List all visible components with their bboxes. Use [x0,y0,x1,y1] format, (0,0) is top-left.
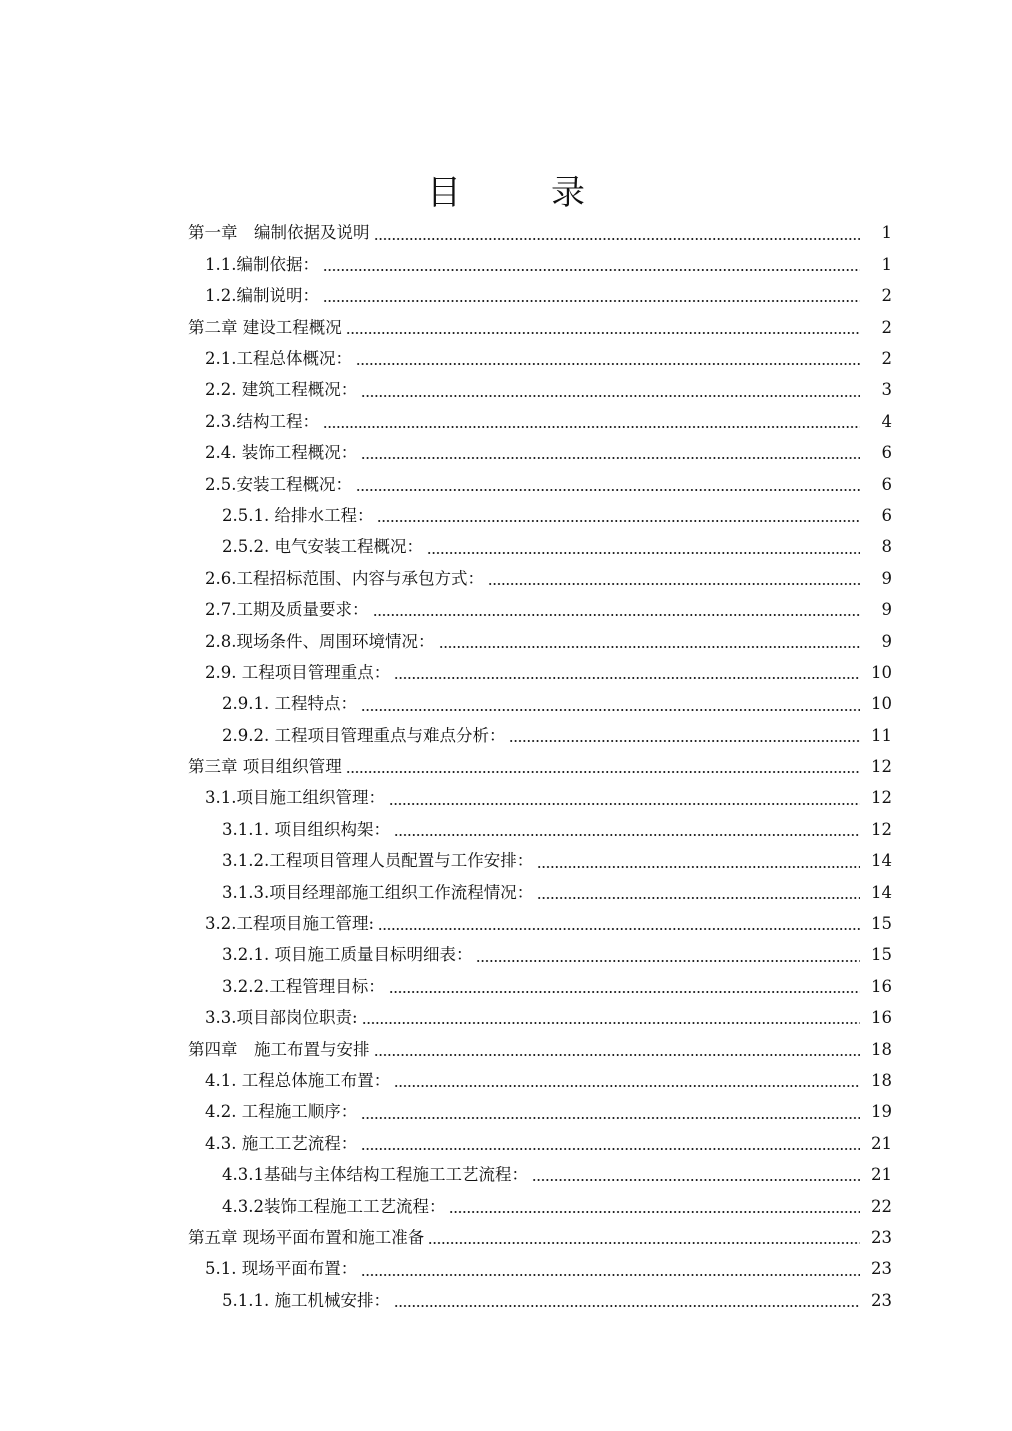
toc-entry-label: 2.3.结构工程： [205,411,319,431]
toc-page-number: 3 [881,380,892,400]
toc-page-number: 12 [871,757,892,777]
toc-page-number: 6 [881,443,892,463]
toc-dot-leader [346,332,860,334]
toc-entry[interactable] [0,1097,1012,1128]
toc-page-number: 6 [881,505,892,525]
toc-dot-leader [356,489,860,491]
toc-dot-leader [374,1054,861,1056]
toc-dot-leader [537,866,860,868]
toc-dot-leader [537,897,860,899]
toc-page-number: 15 [871,945,892,965]
toc-entry-label: 3.1.2.工程项目管理人员配置与工作安排： [222,851,534,871]
toc-entry[interactable] [0,344,1012,375]
toc-entry[interactable] [0,940,1012,971]
toc-page-number: 21 [871,1165,892,1185]
toc-entry-label: 2.7.工期及质量要求： [205,600,369,620]
toc-page-number: 8 [881,537,892,557]
toc-entry[interactable] [0,752,1012,783]
toc-page-number: 9 [881,631,892,651]
toc-entry[interactable] [0,1191,1012,1222]
toc-entry[interactable] [0,375,1012,406]
toc-dot-leader [361,457,860,459]
toc-entry-label: 2.9.1. 工程特点： [222,694,357,714]
toc-entry[interactable] [0,1066,1012,1097]
toc-dot-leader [509,740,860,742]
toc-page-number: 15 [871,914,892,934]
toc-entry[interactable] [0,406,1012,437]
toc-page-number: 21 [871,1133,892,1153]
toc-entry-label: 2.2. 建筑工程概况： [205,380,358,400]
toc-dot-leader [361,1148,860,1150]
toc-page-number: 4 [881,411,892,431]
toc-entry[interactable] [0,846,1012,877]
toc-entry-label: 第三章 项目组织管理 [188,757,342,777]
toc-entry-label: 2.6.工程招标范围、内容与承包方式： [205,568,484,588]
toc-page-number: 23 [871,1290,892,1310]
toc-entry[interactable] [0,218,1012,249]
toc-dot-leader [373,614,861,616]
toc-dot-leader [361,395,860,397]
toc-entry[interactable] [0,438,1012,469]
toc-dot-leader [394,834,860,836]
toc-entry-label: 4.2. 工程施工顺序： [205,1102,358,1122]
toc-dot-leader [389,991,860,993]
toc-entry[interactable] [0,720,1012,751]
toc-dot-leader [323,300,860,302]
toc-entry-label: 2.5.1. 给排水工程： [222,505,374,525]
toc-page-number: 18 [871,1070,892,1090]
toc-page-number: 9 [881,600,892,620]
toc-page-number: 16 [871,1008,892,1028]
toc-dot-leader [449,1211,860,1213]
toc-entry[interactable] [0,689,1012,720]
toc-entry[interactable] [0,1034,1012,1065]
toc-entry-label: 1.2.编制说明： [205,286,319,306]
toc-entry-label: 3.1.项目施工组织管理： [205,788,385,808]
toc-page-number: 9 [881,568,892,588]
toc-dot-leader [362,1022,860,1024]
toc-entry-label: 第二章 建设工程概况 [188,317,342,337]
toc-page-number: 12 [871,819,892,839]
toc-dot-leader [346,771,860,773]
toc-dot-leader [394,1085,860,1087]
toc-entry[interactable] [0,501,1012,532]
toc-page-number: 2 [881,349,892,368]
toc-dot-leader [532,1179,860,1181]
toc-entry-label: 3.2.2.工程管理目标： [222,976,385,996]
toc-entry[interactable] [0,657,1012,688]
toc-dot-leader [389,803,860,805]
toc-entry-label: 3.2.工程项目施工管理: [205,914,375,934]
toc-entry[interactable] [0,595,1012,626]
toc-entry-label: 4.3.2装饰工程施工工艺流程： [222,1196,446,1216]
toc-entry[interactable] [0,249,1012,280]
toc-entry-label: 第五章 现场平面布置和施工准备 [188,1227,425,1247]
toc-entry[interactable] [0,469,1012,500]
toc-title-char-1: 目 [427,173,461,213]
toc-page-number: 1 [881,223,892,243]
toc-dot-leader [361,1117,860,1119]
toc-entry[interactable] [0,1285,1012,1316]
toc-dot-leader [323,426,860,428]
toc-dot-leader [323,269,860,271]
toc-dot-leader [378,928,860,930]
toc-dot-leader [377,520,860,522]
toc-entry-label: 3.2.1. 项目施工质量目标明细表： [222,945,473,965]
toc-title-char-2: 录 [551,173,585,213]
toc-entry-label: 2.4. 装饰工程概况： [205,443,358,463]
toc-entry-label: 3.1.3.项目经理部施工组织工作流程情况： [222,882,534,902]
toc-entry[interactable] [0,814,1012,845]
toc-entry[interactable] [0,1160,1012,1191]
toc-entry[interactable] [0,971,1012,1002]
toc-entry-label: 2.1.工程总体概况： [205,349,352,368]
toc-page-number: 18 [871,1039,892,1059]
toc-page-number: 14 [871,851,892,871]
toc-entry-label: 2.5.安装工程概况： [205,474,352,494]
table-of-contents [0,218,1012,1317]
toc-entry[interactable] [0,563,1012,594]
toc-page-number: 2 [881,286,892,306]
toc-dot-leader [476,960,860,962]
toc-page-number: 10 [871,662,892,682]
toc-dot-leader [427,552,860,554]
toc-dot-leader [356,363,860,365]
toc-page-number: 14 [871,882,892,902]
toc-entry[interactable] [0,1223,1012,1254]
toc-page-number: 12 [871,788,892,808]
toc-entry-label: 5.1.1. 施工机械安排： [222,1290,390,1310]
toc-entry-label: 2.8.现场条件、周围环境情况： [205,631,435,651]
toc-page-number: 11 [871,725,892,745]
toc-entry-label: 2.9. 工程项目管理重点： [205,662,391,682]
toc-entry[interactable] [0,532,1012,563]
toc-dot-leader [488,583,860,585]
toc-entry-label: 4.3.1基础与主体结构工程施工工艺流程： [222,1165,528,1185]
toc-page-number: 19 [871,1102,892,1122]
toc-page-number: 6 [881,474,892,494]
toc-title [0,165,1012,214]
toc-entry[interactable] [0,1254,1012,1285]
toc-entry[interactable] [0,281,1012,312]
toc-entry[interactable] [0,909,1012,940]
toc-entry-label: 5.1. 现场平面布置： [205,1259,358,1279]
toc-entry[interactable] [0,312,1012,343]
toc-page-number: 2 [881,317,892,337]
toc-entry[interactable] [0,626,1012,657]
toc-page-number: 1 [881,254,892,274]
toc-entry-label: 4.3. 施工工艺流程： [205,1133,358,1153]
toc-dot-leader [361,1274,860,1276]
toc-entry-label: 2.9.2. 工程项目管理重点与难点分析： [222,725,506,745]
toc-entry-label: 第一章 编制依据及说明 [188,223,370,243]
toc-dot-leader [428,1242,860,1244]
toc-page-number: 23 [871,1259,892,1279]
toc-entry-label: 3.3.项目部岗位职责: [205,1008,358,1028]
toc-entry-label: 3.1.1. 项目组织构架： [222,819,390,839]
toc-dot-leader [394,677,860,679]
toc-entry-label: 2.5.2. 电气安装工程概况： [222,537,423,557]
toc-entry-label: 4.1. 工程总体施工布置： [205,1070,391,1090]
toc-entry[interactable] [0,783,1012,814]
toc-page-number: 16 [871,976,892,996]
toc-entry[interactable] [0,1003,1012,1034]
toc-dot-leader [361,709,860,711]
toc-dot-leader [439,646,861,648]
toc-page-number: 23 [871,1227,892,1247]
toc-page-number: 22 [871,1196,892,1216]
toc-page-number: 10 [871,694,892,714]
toc-entry-label: 第四章 施工布置与安排 [188,1039,370,1059]
toc-entry-label: 1.1.编制依据： [205,254,319,274]
toc-entry[interactable] [0,877,1012,908]
toc-dot-leader [374,238,861,240]
toc-dot-leader [394,1305,860,1307]
toc-entry[interactable] [0,1128,1012,1159]
